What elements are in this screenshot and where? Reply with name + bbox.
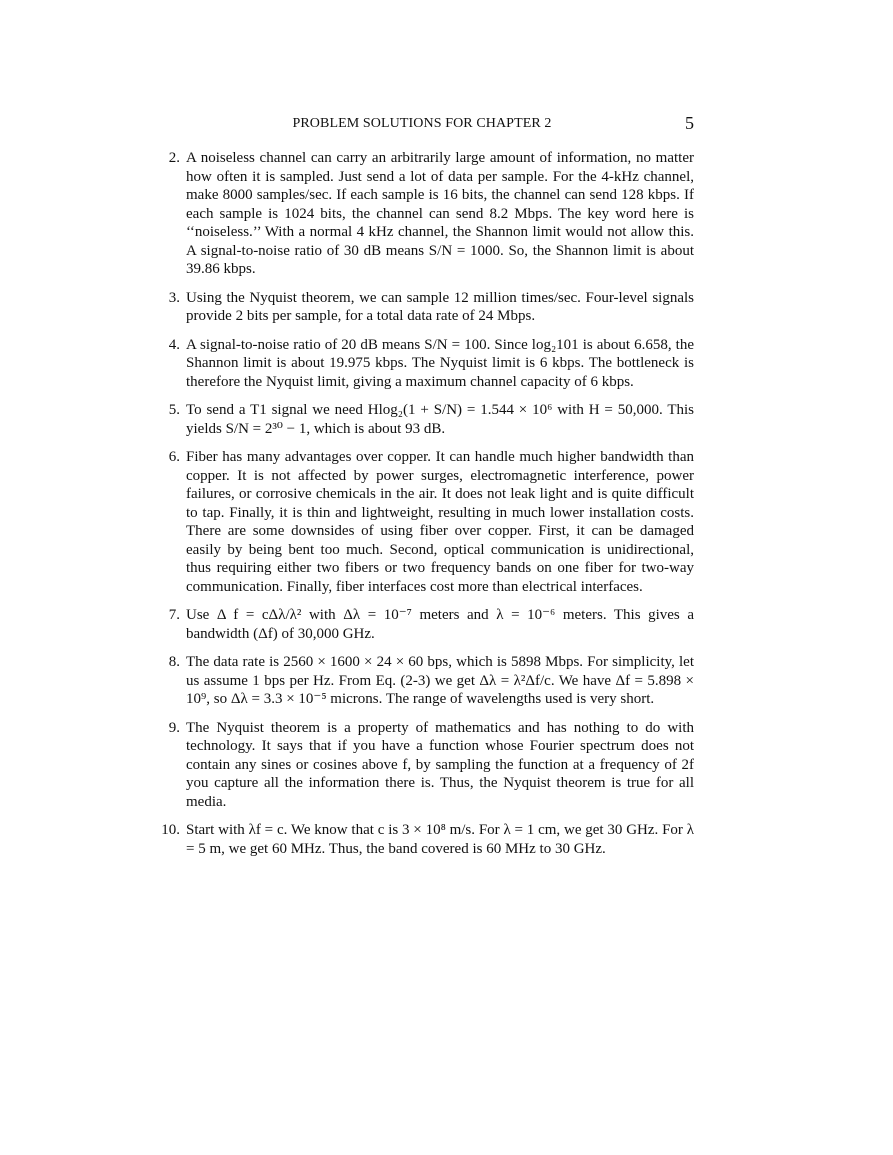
- page-header: [150, 114, 694, 136]
- problem-text: A noiseless channel can carry an arbitrarily large amount of information, no matter how often it is sampled. Just send a lot of data per sample. For the 4-kHz channel, make 8000 samples/sec. If each sample is 16 bits, the channel can send 128 kbps. If each sample is 1024 bits, the channel can send 8.2 Mbps. The key word here is ‘‘noiseless.’’ With a normal 4 kHz channel, the Shannon limit would not allow this. A signal-to-noise ratio of 30 dB means S/N = 1000. So, the Shannon limit is about 39.86 kbps.: [186, 150, 694, 277]
- problem-item-8: [150, 653, 694, 709]
- problem-number: 2.: [168, 150, 180, 166]
- problem-number: 10.: [161, 822, 180, 838]
- problem-number: 9.: [168, 719, 180, 736]
- problem-number: 7.: [168, 607, 180, 623]
- problem-item-3: [150, 289, 694, 326]
- chapter-header-title: PROBLEM SOLUTIONS FOR CHAPTER 2: [292, 116, 552, 131]
- problem-text: Using the Nyquist theorem, we can sample 12 million times/sec. Four-level signals provide 2 bits per sample, for a total data rate of 24 Mbps.: [186, 289, 694, 324]
- problem-item-10: [150, 821, 694, 858]
- problem-number: 5.: [168, 402, 180, 418]
- problem-text: The Nyquist theorem is a property of mathematics and has nothing to do with technology. It says that if you have a function whose Fourier spectrum does not contain any sines or cosines above f, by sampling the function at a frequency of 2f you capture all the information there is. Thus, the Nyquist theorem is true for all media.: [186, 719, 694, 810]
- problem-item-9: [150, 719, 694, 812]
- problem-item-4: [150, 336, 694, 392]
- problem-text: The data rate is 2560 × 1600 × 24 × 60 bps, which is 5898 Mbps. For simplicity, let us assume 1 bps per Hz. From Eq. (2-3) we get Δλ = λ²Δf/c. We have Δf = 5.898 × 10⁹, so Δλ = 3.3 × 10⁻⁵ microns. The range of wavelengths used is very short.: [186, 654, 694, 707]
- problem-text: To send a T1 signal we need Hlog₂(1 + S/N) = 1.544 × 10⁶ with H = 50,000. This yields S/N = 2³⁰ − 1, which is about 93 dB.: [186, 402, 694, 437]
- problem-text: Use Δ f = cΔλ/λ² with Δλ = 10⁻⁷ meters and λ = 10⁻⁶ meters. This gives a bandwidth (Δf) of 30,000 GHz.: [186, 607, 694, 642]
- problem-text: A signal-to-noise ratio of 20 dB means S/N = 100. Since log₂101 is about 6.658, the Shannon limit is about 19.975 kbps. The Nyquist limit is 6 kbps. The bottleneck is therefore the Nyquist limit, giving a maximum channel capacity of 6 kbps.: [186, 336, 694, 390]
- problem-text: Fiber has many advantages over copper. It can handle much higher bandwidth than copper. It is not affected by power surges, electromagnetic interference, power failures, or corrosive chemicals in the air. It does not leak light and is quite difficult to tap. Finally, it is thin and lightweight, resulting in much lower installation costs. There are some downsides of using fiber over copper. First, it can be damaged easily by being bent too much. Second, optical communication is unidirectional, thus requiring either two fibers or two frequency bands on one fiber for two-way communication. Finally, fiber interfaces cost more than electrical interfaces.: [186, 449, 694, 595]
- problem-text: Start with λf = c. We know that c is 3 × 10⁸ m/s. For λ = 1 cm, we get 30 GHz. For λ = 5 m, we get 60 MHz. Thus, the band covered is 60 MHz to 30 GHz.: [186, 822, 694, 857]
- problem-item-6: [150, 448, 694, 596]
- problem-item-2: [150, 149, 694, 279]
- problem-item-7: [150, 606, 694, 643]
- problem-number: 6.: [168, 449, 180, 465]
- problem-item-5: [150, 401, 694, 438]
- problem-number: 3.: [168, 289, 180, 306]
- problem-number: 8.: [168, 654, 180, 670]
- page-number: 5: [685, 113, 694, 133]
- problem-solutions-list: [150, 149, 694, 868]
- problem-number: 4.: [168, 336, 180, 353]
